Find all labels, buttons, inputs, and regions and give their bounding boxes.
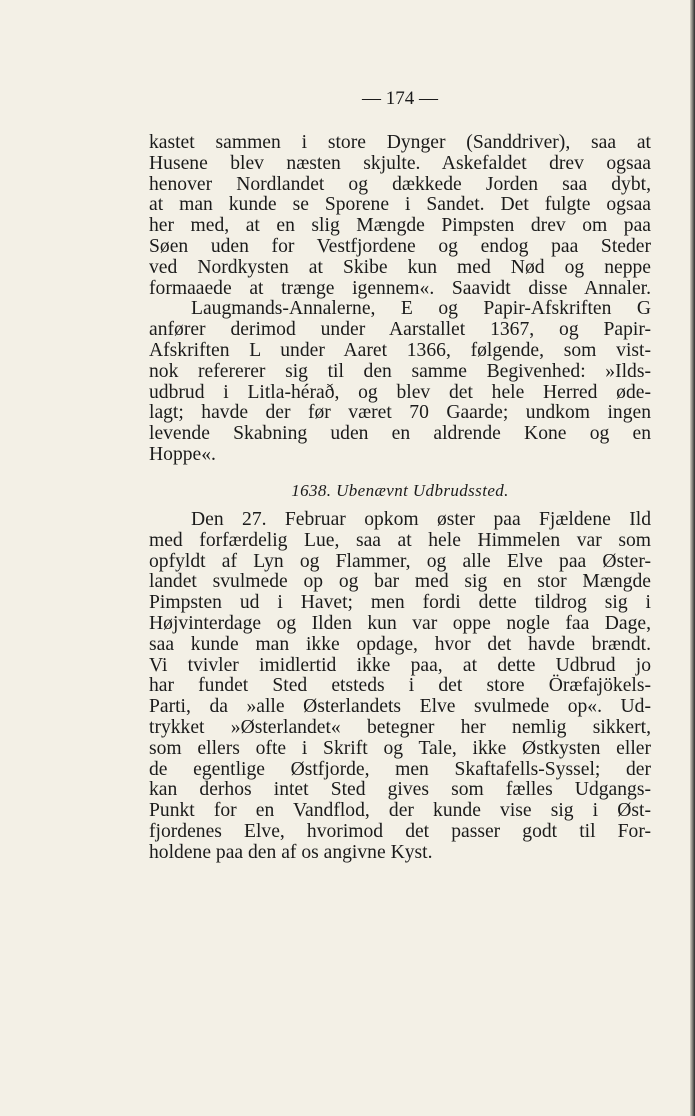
text-block-bottom bbox=[149, 510, 651, 864]
paragraph-3 bbox=[149, 510, 651, 864]
text-line: anfører derimod under Aarstallet 1367, og Papir- bbox=[149, 319, 651, 341]
text-line: Parti, da »alle Østerlandets Elve svulmede op«. Ud- bbox=[149, 696, 651, 718]
text-line: opfyldt af Lyn og Flammer, og alle Elve paa Øster- bbox=[149, 550, 651, 572]
text-line: lagt; havde der før været 70 Gaarde; undkom ingen bbox=[149, 402, 651, 424]
text-line: Laugmands-Annalerne, E og Papir-Afskriften G bbox=[191, 298, 651, 320]
text-line: henover Nordlandet og dækkede Jorden saa dybt, bbox=[149, 173, 651, 195]
text-line: Højvinterdage og Ilden kun var oppe nogle faa Dage, bbox=[149, 612, 651, 634]
text-line: Vi tvivler imidlertid ikke paa, at dette Udbrud jo bbox=[149, 654, 651, 676]
text-line: trykket »Østerlandet« betegner her nemlig sikkert, bbox=[149, 716, 651, 738]
text-line: Punkt for en Vandflod, der kunde vise sig i Øst- bbox=[149, 800, 651, 822]
text-line: Hoppe«. bbox=[149, 443, 216, 465]
text-line: som ellers ofte i Skrift og Tale, ikke Østkysten eller bbox=[149, 737, 651, 759]
section-heading: 1638. Ubenævnt Udbrudssted. bbox=[291, 481, 509, 500]
text-line: nok refererer sig til den samme Begivenhed: »Ilds- bbox=[149, 360, 651, 382]
paragraph-2 bbox=[149, 299, 651, 465]
text-line: landet svulmede op og bar med sig en stor Mængde bbox=[149, 571, 651, 593]
page-edge-shadow bbox=[690, 0, 695, 1116]
text-line: holdene paa den af os angivne Kyst. bbox=[149, 841, 433, 863]
paragraph-1 bbox=[149, 133, 651, 299]
text-line: at man kunde se Sporene i Sandet. Det fulgte ogsaa bbox=[149, 194, 651, 216]
text-line: formaaede at trænge igennem«. Saavidt disse Annaler. bbox=[149, 277, 651, 299]
text-block-top bbox=[149, 133, 651, 466]
text-line: Søen uden for Vestfjordene og endog paa Steder bbox=[149, 235, 651, 257]
text-line: fjordenes Elve, hvorimod det passer godt til For- bbox=[149, 820, 651, 842]
text-line: levende Skabning uden en aldrende Kone og en bbox=[149, 423, 651, 445]
text-line: ved Nordkysten at Skibe kun med Nød og neppe bbox=[149, 256, 651, 278]
text-line: her med, at en slig Mængde Pimpsten drev om paa bbox=[149, 215, 651, 237]
text-line: Pimpsten ud i Havet; men fordi dette tildrog sig i bbox=[149, 592, 651, 614]
text-line: Den 27. Februar opkom øster paa Fjældene Ild bbox=[191, 509, 651, 530]
text-line: med forfærdelig Lue, saa at hele Himmelen var som bbox=[149, 529, 651, 551]
text-line: Afskriften L under Aaret 1366, følgende, som vist- bbox=[149, 339, 651, 361]
text-line: Husene blev næsten skjulte. Askefaldet drev ogsaa bbox=[149, 152, 651, 174]
text-line: har fundet Sted etsteds i det store Öræfajökels- bbox=[149, 675, 651, 697]
text-line: udbrud i Litla-hérað, og blev det hele Herred øde- bbox=[149, 381, 651, 403]
text-line: saa kunde man ikke opdage, hvor det havde brændt. bbox=[149, 633, 651, 655]
text-line: de egentlige Østfjorde, men Skaftafells-Syssel; der bbox=[149, 758, 651, 780]
text-line: kan derhos intet Sted gives som fælles Udgangs- bbox=[149, 779, 651, 801]
text-line: kastet sammen i store Dynger (Sanddriver), saa at bbox=[149, 132, 651, 153]
page-number: — 174 — bbox=[362, 88, 438, 109]
